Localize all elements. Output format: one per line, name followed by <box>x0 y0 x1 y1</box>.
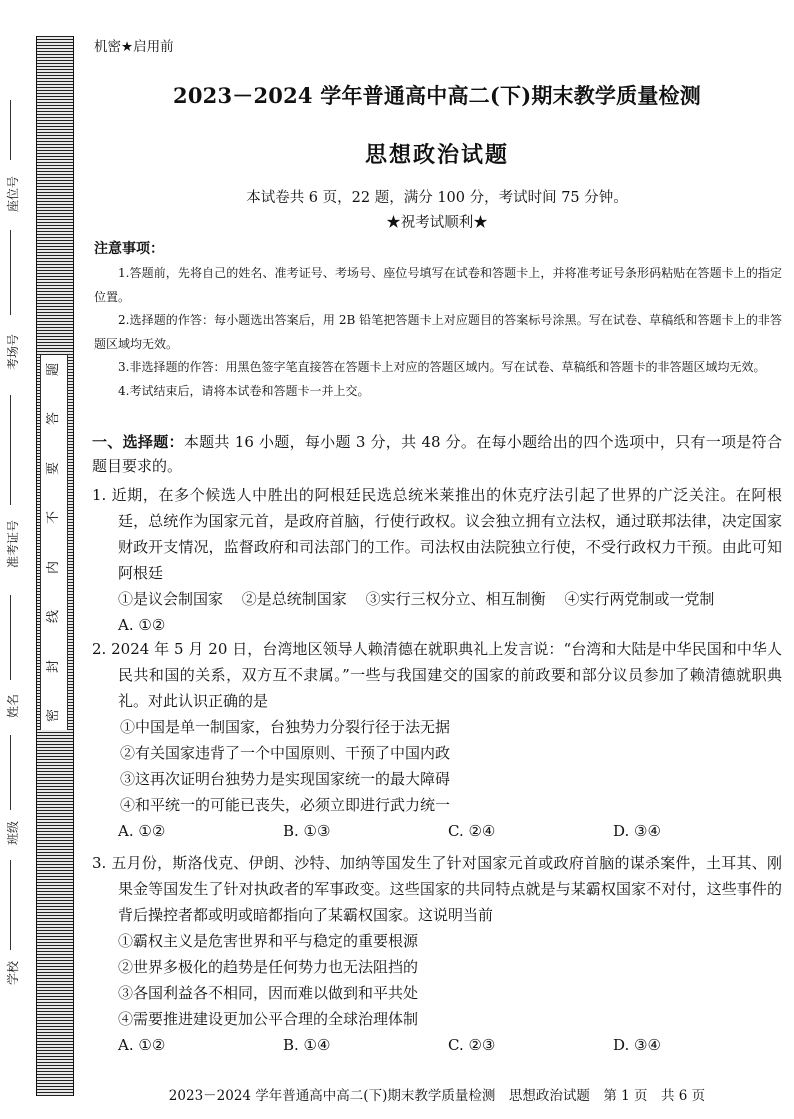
note-item: 1.答题前，先将自己的姓名、准考证号、考场号、座位号填写在试卷和答题卡上，并将准考证号条形码粘贴在答题卡上的指定位置。 <box>94 266 782 304</box>
option-statement: ②世界多极化的趋势是任何势力也无法阻挡的 <box>118 958 419 976</box>
seal-char: 不 <box>46 511 62 525</box>
question-stem: 3. 五月份，斯洛伐克、伊朗、沙特、加纳等国发生了针对国家元首或政府首脑的谋杀案件，土耳其、刚果金等国发生了针对执政者的军事政变。这些国家的共同特点就是与某霸权国家不对付，这些事件的背后操控者都或明或暗都指向了某霸权国家。这说明当前 <box>92 854 782 924</box>
option-statement: ④实行两党制或一党制 <box>564 590 715 608</box>
seal-char: 题 <box>46 362 62 377</box>
binding-margin <box>0 0 82 1119</box>
seal-char: 线 <box>46 610 62 624</box>
answer-choices <box>92 612 782 638</box>
answer-choice-a: A. ①② <box>118 822 166 840</box>
class-label: 班级 <box>6 820 20 845</box>
option-statement: ③实行三权分立、相互制衡 <box>365 590 546 608</box>
option-statement: ③这再次证明台独势力是实现国家统一的最大障碍 <box>120 770 451 788</box>
notes-list <box>94 262 782 403</box>
option-statement: ③各国利益各不相同，因而难以做到和平共处 <box>118 984 419 1002</box>
answer-choice-c: C. ②④ <box>448 822 496 840</box>
seat-number-line <box>10 100 11 160</box>
option-statement: ①中国是单一制国家，台独势力分裂行径于法无据 <box>120 718 451 736</box>
option-statement: ④需要推进建设更加公平合理的全球治理体制 <box>118 1010 419 1028</box>
notes-title: 注意事项： <box>94 241 164 257</box>
option-statement: ①是议会制国家 <box>118 590 224 608</box>
section-text: 本题共 16 小题，每小题 3 分，共 48 分。在每小题给出的四个选项中，只有一项是符合题目要求的。 <box>92 433 782 475</box>
answer-choices <box>92 1032 782 1058</box>
exam-info: 本试卷共 6 页，22 题，满分 100 分，考试时间 75 分钟。 <box>246 190 628 206</box>
name-label: 姓名 <box>6 693 20 718</box>
seal-line-box <box>40 355 68 730</box>
option-statement: ②有关国家违背了一个中国原则、干预了中国内政 <box>120 744 451 762</box>
answer-choice-d: D. ③④ <box>613 1036 661 1054</box>
school-line <box>10 860 11 950</box>
admission-number-line <box>10 395 11 505</box>
seal-char: 密 <box>46 708 62 722</box>
note-item: 4.考试结束后，请将本试卷和答题卡一并上交。 <box>118 383 370 398</box>
note-item: 3.非选择题的作答：用黑色签字笔直接答在答题卡上对应的答题区域内。写在试卷、草稿纸和答题卡的非答题区域均无效。 <box>118 360 766 374</box>
option-statement: ④和平统一的可能已丧失，必须立即进行武力统一 <box>120 796 451 814</box>
answer-choice-a: A. ①② <box>118 1036 166 1054</box>
question-stem: 2. 2024 年 5 月 20 日，台湾地区领导人赖清德在就职典礼上发言说：“台湾和大陆是中华民国和中华人民共和国的关系，双方互不隶属。”一些与我国建交的国家的前政要和部分议员参加了赖清德就职典礼。对此认识正确的是 <box>92 640 782 710</box>
question-options <box>92 586 782 612</box>
seal-char: 要 <box>46 461 62 475</box>
section-label: 一、选择题： <box>92 433 184 451</box>
school-label: 学校 <box>6 960 20 985</box>
exam-subject: 思想政治试题 <box>364 142 509 168</box>
note-item: 2.选择题的作答：每小题选出答案后，用 2B 铅笔把答题卡上对应题目的答案标号涂黑。写在试卷、草稿纸和答题卡上的非答题区域均无效。 <box>94 313 782 351</box>
section-heading <box>92 430 782 478</box>
exam-room-line <box>10 230 11 315</box>
class-line <box>10 735 11 810</box>
option-statement: ①霸权主义是危害世界和平与稳定的重要根源 <box>118 932 419 950</box>
question-stem: 1. 近期，在多个候选人中胜出的阿根廷民选总统米莱推出的休克疗法引起了世界的广泛关注。在阿根廷，总统作为国家元首，是政府首脑，行使行政权。议会独立拥有立法权，通过联邦法律，决定国家财政开支情况，监督政府和司法部门的工作。司法权由法院独立行使，不受行政权力干预。由此可知阿根廷 <box>92 486 782 582</box>
confidential-mark: 机密★启用前 <box>94 39 174 55</box>
answer-choices <box>92 818 782 844</box>
admission-number-label: 准考证号 <box>6 519 20 568</box>
answer-choice-b: B. ①③ <box>283 822 331 840</box>
question-3 <box>92 850 782 1058</box>
answer-choice-b: B. ①④ <box>283 1036 331 1054</box>
answer-choice-d: D. ③④ <box>613 822 661 840</box>
exam-title: 2023－2024 学年普通高中高二(下)期末教学质量检测 <box>173 83 701 108</box>
option-statement: ②是总统制国家 <box>241 590 347 608</box>
seal-char: 答 <box>46 412 62 426</box>
seat-number-label: 座位号 <box>6 175 20 212</box>
exam-wish: ★祝考试顺利★ <box>386 215 488 231</box>
exam-room-label: 考场号 <box>6 333 20 370</box>
page-footer: 2023－2024 学年普通高中高二(下)期末教学质量检测 思想政治试题 第 1 页 共 6 页 <box>168 1088 706 1104</box>
answer-choice-a: A. ①② <box>118 616 166 634</box>
answer-choice-c: C. ②③ <box>448 1036 496 1054</box>
question-2 <box>92 636 782 844</box>
seal-char: 内 <box>46 560 62 574</box>
name-line <box>10 595 11 680</box>
question-1 <box>92 482 782 638</box>
seal-char: 封 <box>46 659 62 673</box>
